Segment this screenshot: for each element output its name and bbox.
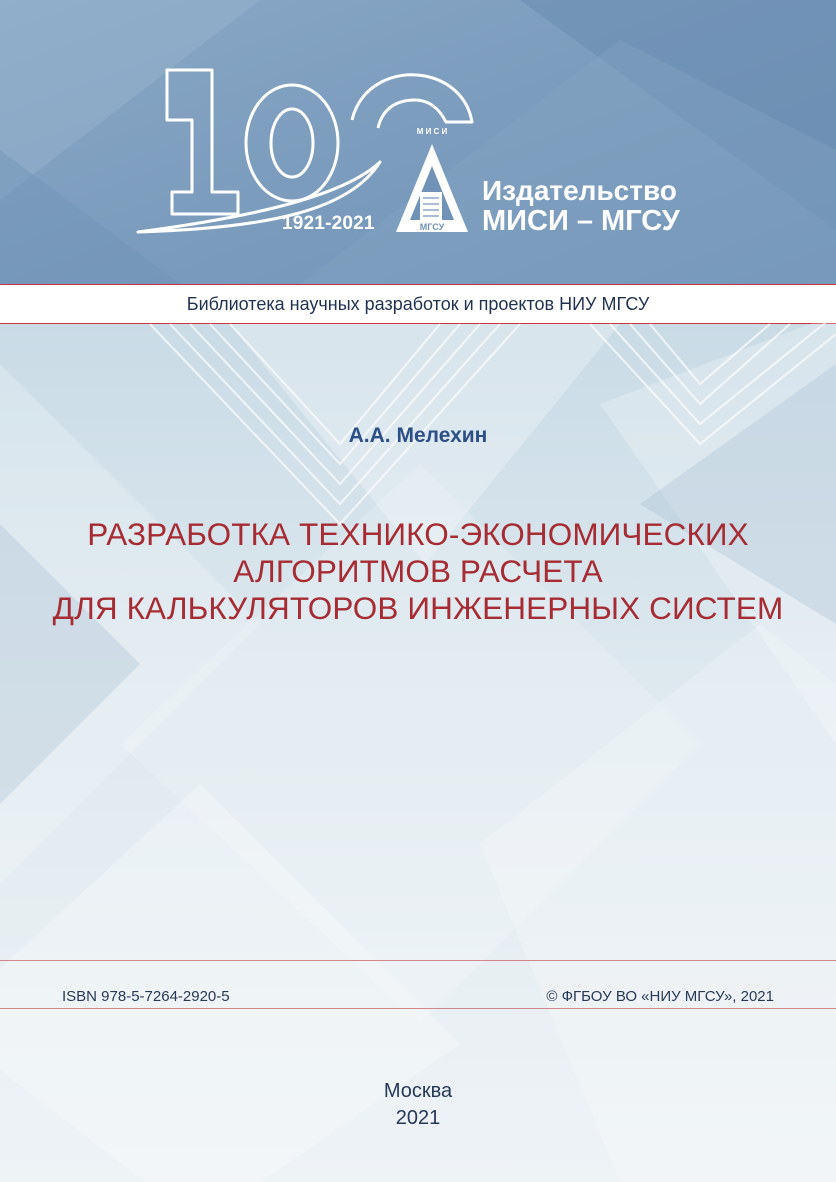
publisher-line2: МИСИ – МГСУ — [482, 205, 680, 238]
divider-bottom — [0, 1008, 836, 1009]
publication-year: 2021 — [395, 1107, 441, 1129]
divider-top — [0, 960, 836, 961]
emblem-bottom-text: МГСУ — [419, 222, 445, 232]
copyright: © ФГБОУ ВО «НИУ МГСУ», 2021 — [546, 988, 774, 1005]
anniversary-years: 1921-2021 — [282, 213, 375, 234]
publisher-line1: Издательство — [482, 175, 677, 206]
author-name: А.А. Мелехин — [348, 424, 488, 447]
publication-city: Москва — [383, 1080, 453, 1102]
cover-body — [0, 324, 836, 1182]
cover-header — [0, 0, 836, 284]
isbn: ISBN 978-5-7264-2920-5 — [62, 988, 230, 1005]
background-geometric-pattern — [0, 324, 836, 1182]
publisher-name — [482, 176, 680, 238]
book-title — [20, 516, 816, 627]
series-title: Библиотека научных разработок и проектов НИУ МГСУ — [186, 294, 650, 314]
series-strip — [0, 284, 836, 324]
misi-mgsu-emblem — [392, 127, 472, 240]
book-title-line-2: АЛГОРИТМОВ РАСЧЕТА — [233, 552, 603, 589]
book-title-line-1: РАЗРАБОТКА ТЕХНИКО-ЭКОНОМИЧЕСКИХ — [87, 516, 749, 552]
emblem-top-text: М И С И — [416, 127, 448, 136]
book-title-line-3: ДЛЯ КАЛЬКУЛЯТОРОВ ИНЖЕНЕРНЫХ СИСТЕМ — [52, 589, 784, 626]
